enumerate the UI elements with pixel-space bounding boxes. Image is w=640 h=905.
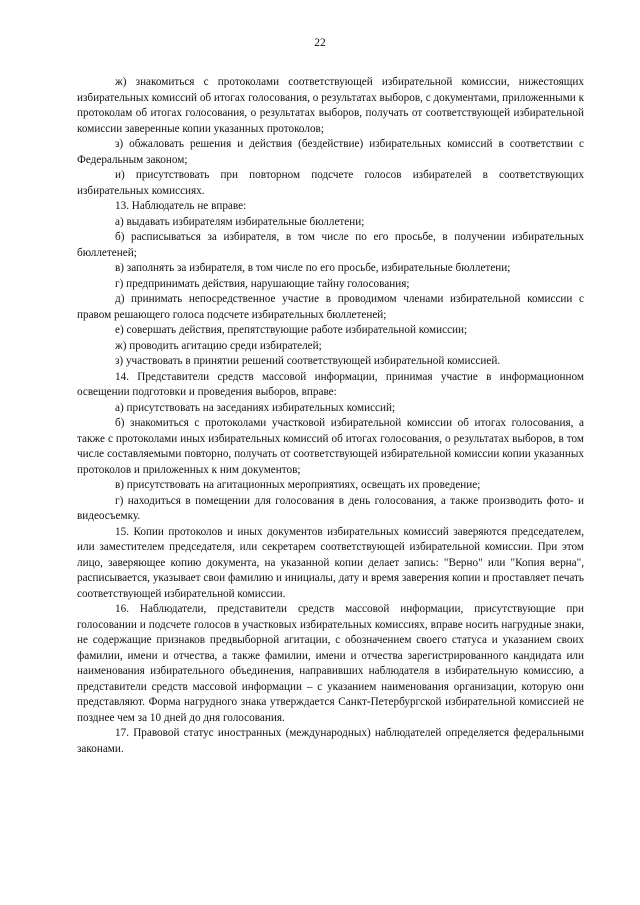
paragraph-clause-13-zh: ж) проводить агитацию среди избирателей; — [115, 339, 322, 352]
paragraph-clause-14-v: в) присутствовать на агитационных мероприятиях, освещать их проведение; — [115, 479, 481, 491]
paragraph-clause-14: 14. Представители средств массовой информации, принимая участие в информационном освещении подготовки и проведения выборов, вправе: — [77, 370, 584, 398]
paragraph-clause-14-b: б) знакомиться с протоколами участковой избирательной комиссии об итогах голосования, а также с протоколами иных избирательных комиссий об итогах голосования, о результатах выборов, в том числе составляемыми повторно, получать от соответствующей избирательной комиссии копии указанных протоколов и приложенных к ним документов; — [77, 417, 584, 476]
paragraph-clause-13-b: б) расписываться за избирателя, в том числе по его просьбе, в получении избирательных бюллетеней; — [77, 231, 584, 259]
paragraph-item-i-observer-rights: и) присутствовать при повторном подсчете голосов избирателей в соответствующих избирательных комиссиях. — [77, 169, 584, 197]
paragraph-clause-13: 13. Наблюдатель не вправе: — [115, 200, 247, 212]
paragraph-clause-16: 16. Наблюдатели, представители средств массовой информации, присутствующие при голосовании и подсчете голосов в участковых избирательных комиссиях, вправе носить нагрудные знаки, не содержащие признаков предвыборной агитации, с обозначением своего статуса и указанием своих фамилии, имени и отчества, а также фамилии, имени и отчества зарегистрированного кандидата или наименования избирательного объединения, направивших наблюдателя в избирательную комиссию, а представители средств массовой информации – с указанием наименования организации, которую они представляют. Форма нагрудного знака утверждается Санкт-Петербургской избирательной комиссией не позднее чем за 10 дней до дня голосования. — [77, 603, 584, 724]
paragraph-item-zh-observer-rights: ж) знакомиться с протоколами соответствующей избирательной комиссии, нижестоящих избирательных комиссий об итогах голосования, о результатах выборов, с документами, приложенными к протоколам об итогах голосования, о результатах выборов, получать от соответствующей избирательной комиссии заверенные копии указанных протоколов; — [77, 76, 584, 135]
paragraph-clause-14-a: а) присутствовать на заседаниях избирательных комиссий; — [115, 401, 396, 414]
paragraph-clause-13-v: в) заполнять за избирателя, в том числе по его просьбе, избирательные бюллетени; — [115, 262, 511, 274]
page-number: 22 — [314, 37, 326, 49]
paragraph-clause-14-g: г) находиться в помещении для голосования в день голосования, а также производить фото- и видеосъемку. — [77, 494, 584, 522]
paragraph-clause-17: 17. Правовой статус иностранных (международных) наблюдателей определяется федеральными законами. — [77, 727, 584, 755]
paragraph-clause-13-z: з) участвовать в принятии решений соответствующей избирательной комиссией. — [115, 355, 501, 367]
paragraph-clause-13-d: д) принимать непосредственное участие в проводимом членами избирательной комиссии с правом решающего голоса подсчете избирательных бюллетеней; — [77, 293, 584, 321]
paragraph-clause-13-e: е) совершать действия, препятствующие работе избирательной комиссии; — [115, 324, 468, 336]
document-body — [77, 75, 584, 757]
paragraph-item-z-observer-rights: з) обжаловать решения и действия (бездействие) избирательных комиссий в соответствии с Федеральным законом; — [77, 138, 584, 166]
paragraph-clause-13-g: г) предпринимать действия, нарушающие тайну голосования; — [115, 277, 410, 290]
paragraph-clause-13-a: а) выдавать избирателям избирательные бюллетени; — [115, 215, 365, 228]
paragraph-clause-15: 15. Копии протоколов и иных документов избирательных комиссий заверяются председателем, или заместителем председателя, или секретарем соответствующей избирательной комиссии. При этом лицо, заверяющее копию документа, на указанной копии делает запись: "Верно" или "Копия верна", расписывается, указывает свои фамилию и инициалы, дату и время заверения копии и проставляет печать соответствующей избирательной комиссии. — [77, 525, 584, 600]
